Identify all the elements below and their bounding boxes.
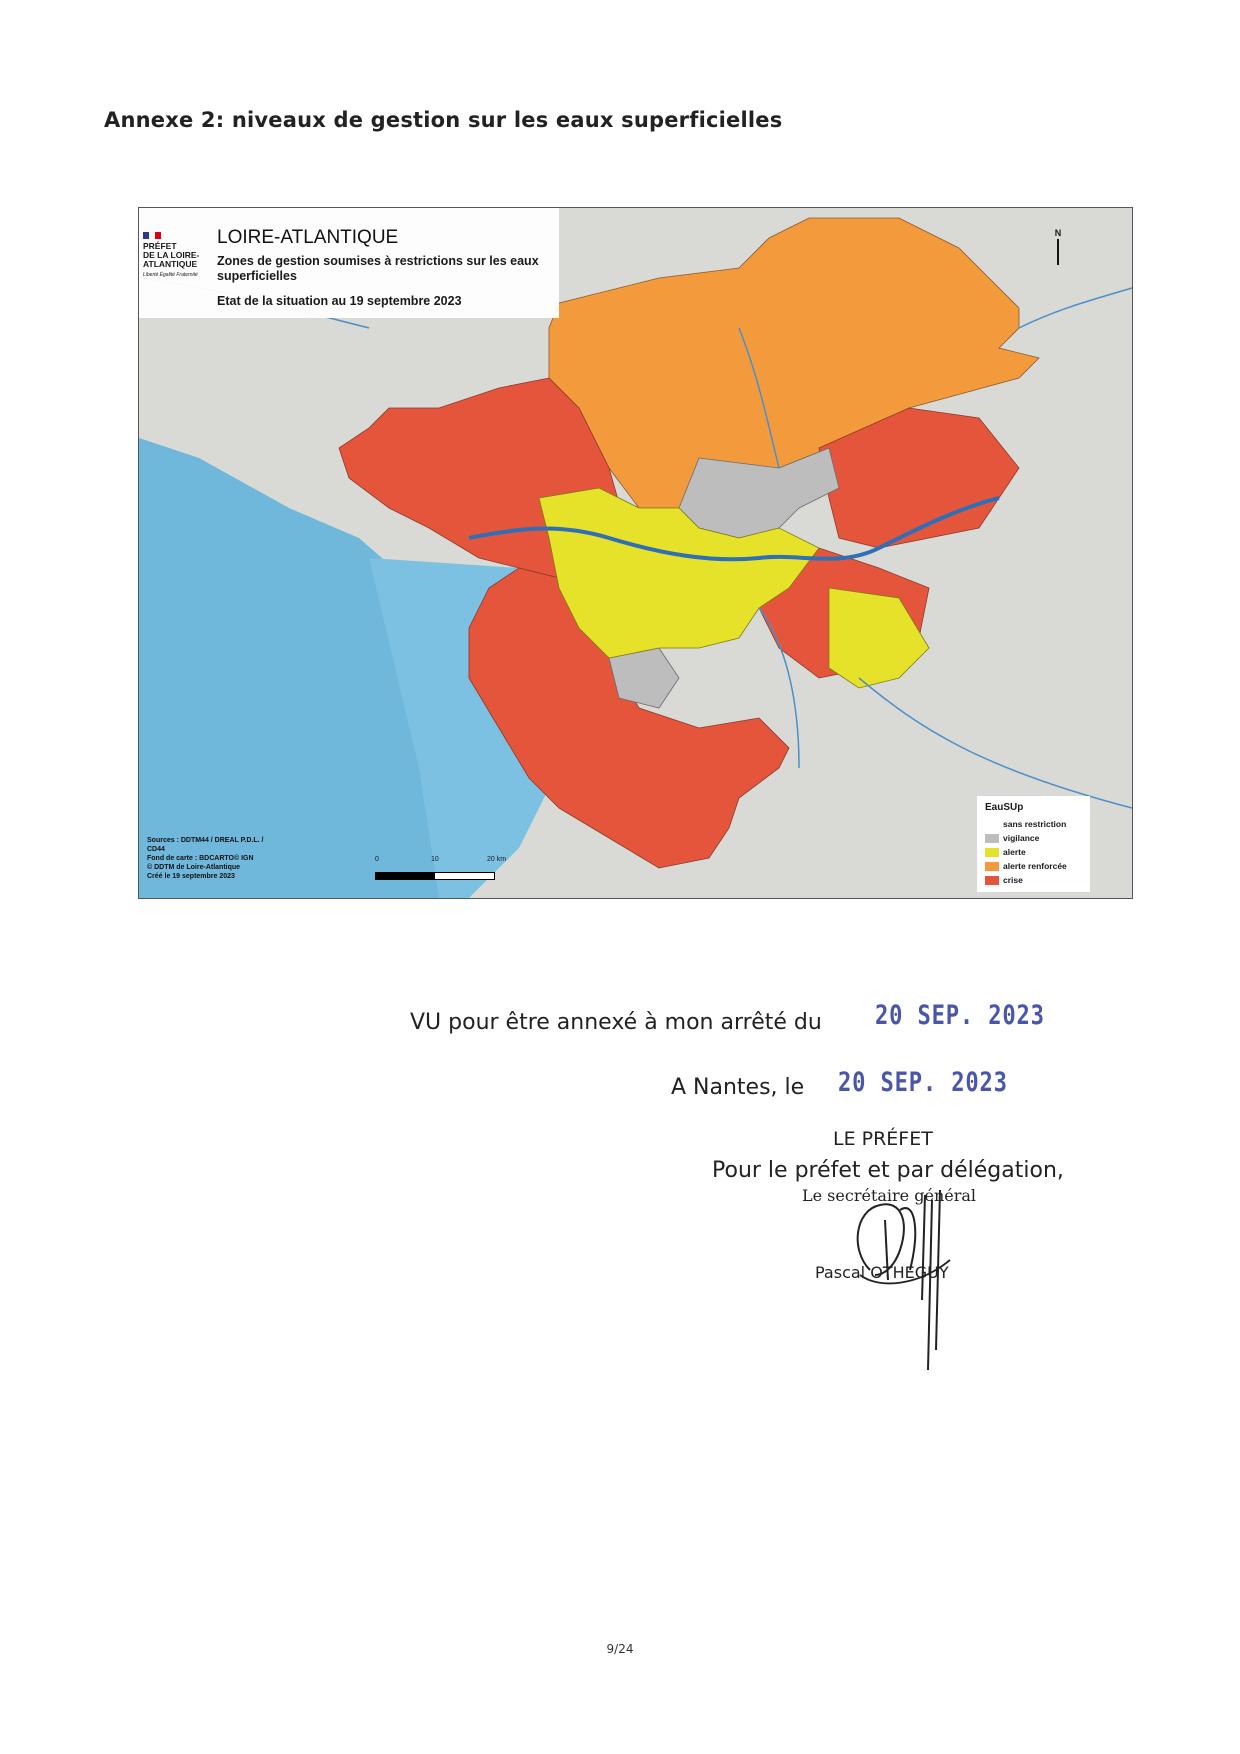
source-line: © DDTM de Loire-Atlantique <box>147 864 241 871</box>
legend-label: alerte <box>1003 847 1026 857</box>
prefect-logo <box>143 232 211 278</box>
legend-label: crise <box>1003 875 1023 885</box>
map-title-block <box>139 208 559 318</box>
legend-item <box>985 874 1023 886</box>
place-text: A Nantes, le <box>671 1075 805 1100</box>
legend-item <box>985 846 1026 858</box>
handwritten-signature <box>840 1180 970 1380</box>
source-line: Sources : DDTM44 / DREAL P.D.L. / <box>147 837 264 844</box>
north-arrow-icon <box>1051 228 1065 265</box>
page-heading: Annexe 2: niveaux de gestion sur les eaux superficielles <box>104 108 783 132</box>
date-stamp-2: 20 SEP. 2023 <box>838 1067 1008 1098</box>
logo-line-2: DE LA LOIRE- <box>143 250 200 260</box>
logo-motto: Liberté Égalité Fraternité <box>143 272 198 278</box>
map-subtitle: Zones de gestion soumises à restrictions sur les eaux superficielles <box>217 254 539 283</box>
legend-title: EauSUp <box>985 802 1024 813</box>
legend-item <box>985 832 1039 844</box>
restriction-map <box>138 207 1133 899</box>
scale-tick: 0 <box>375 856 379 863</box>
source-line: CD44 <box>147 846 165 853</box>
legend-label: alerte renforcée <box>1003 861 1067 871</box>
source-line: Créé le 19 septembre 2023 <box>147 873 235 880</box>
scale-tick: 10 <box>431 856 439 863</box>
delegation-text: Pour le préfet et par délégation, <box>712 1158 1064 1183</box>
river-south <box>859 678 1132 808</box>
page-number: 9/24 <box>606 1642 634 1656</box>
signatory-name: Pascal OTHEGUY <box>815 1263 949 1282</box>
logo-line-1: PRÉFET <box>143 241 177 251</box>
legend-swatch <box>985 848 999 857</box>
river-north <box>1019 288 1132 328</box>
map-sources <box>147 836 327 881</box>
legend-swatch <box>985 862 999 871</box>
flag-icon <box>143 232 161 239</box>
legend-swatch <box>985 820 999 829</box>
date-stamp: 20 SEP. 2023 <box>875 1000 1045 1031</box>
logo-line-3: ATLANTIQUE <box>143 259 198 269</box>
legend-label: vigilance <box>1003 833 1040 843</box>
source-line: Fond de carte : BDCARTO© IGN <box>147 855 254 862</box>
legend-label: sans restriction <box>1003 819 1067 829</box>
signatory-title: LE PRÉFET <box>833 1128 933 1150</box>
map-title: LOIRE-ATLANTIQUE <box>217 227 399 248</box>
map-date-line: Etat de la situation au 19 septembre 2023 <box>217 294 462 308</box>
scale-bar <box>375 856 515 886</box>
legend-item <box>985 818 1066 830</box>
scale-bar-graphic <box>375 872 495 880</box>
legend-item <box>985 860 1067 872</box>
scale-tick: 20 km <box>487 856 507 863</box>
legend-swatch <box>985 876 999 885</box>
legend-swatch <box>985 834 999 843</box>
vu-annex-text: VU pour être annexé à mon arrêté du <box>410 1010 822 1035</box>
signatory-role: Le secrétaire général <box>802 1186 977 1205</box>
map-legend <box>977 796 1090 892</box>
north-label: N <box>1054 228 1062 238</box>
